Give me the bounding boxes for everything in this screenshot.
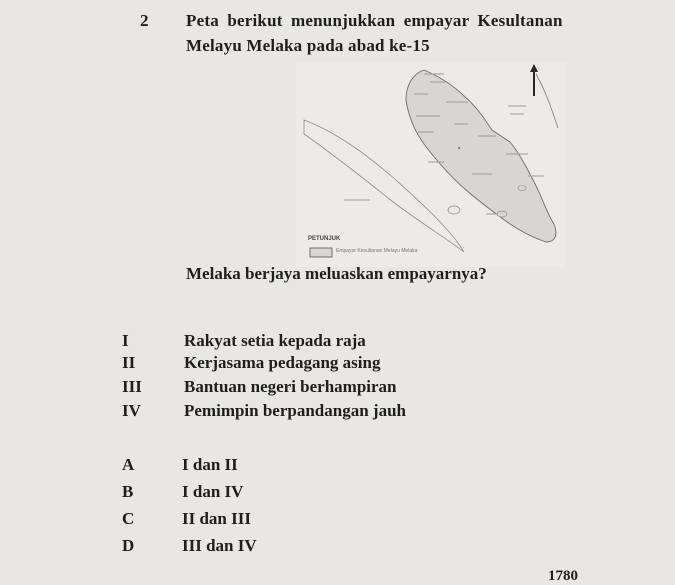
question-prompt: Melaka berjaya meluaskan empayarnya? [186,264,487,283]
statement-numeral: IV [122,401,141,420]
statement-numeral: I [122,331,129,350]
option-text: II dan III [182,509,251,528]
statement-item [122,331,366,351]
statement-text: Bantuan negeri berhampiran [184,377,397,396]
option-letter: D [122,536,135,555]
option-letter: B [122,482,134,501]
question-text-line-2: Melayu Melaka pada abad ke-15 [186,36,430,55]
legend-swatch [310,248,332,257]
legend-item-text: Empayar Kesultanan Melayu Melaka [336,248,418,254]
map-label-melaka: • [458,146,461,152]
question-number: 2 [140,11,149,30]
option-text: I dan IV [182,482,244,501]
statement-numeral: II [122,353,136,372]
empire-map [296,62,566,267]
statement-item [122,353,380,373]
statement-item [122,401,406,421]
option-a[interactable] [122,455,238,475]
option-d[interactable] [122,536,257,556]
statement-text: Pemimpin berpandangan jauh [184,401,406,420]
option-letter: C [122,509,135,528]
page-number: 1780 [548,568,578,584]
option-letter: A [122,455,135,474]
statement-text: Kerjasama pedagang asing [184,353,381,372]
option-c[interactable] [122,509,251,529]
option-text: III dan IV [182,536,257,555]
statement-text: Rakyat setia kepada raja [184,331,366,350]
option-b[interactable] [122,482,243,502]
question-text-line-1: Peta berikut menunjukkan empayar Kesultanan [186,11,563,30]
option-text: I dan II [182,455,238,474]
legend-title: PETUNJUK [308,236,341,242]
statement-numeral: III [122,377,142,396]
statement-item [122,377,397,397]
